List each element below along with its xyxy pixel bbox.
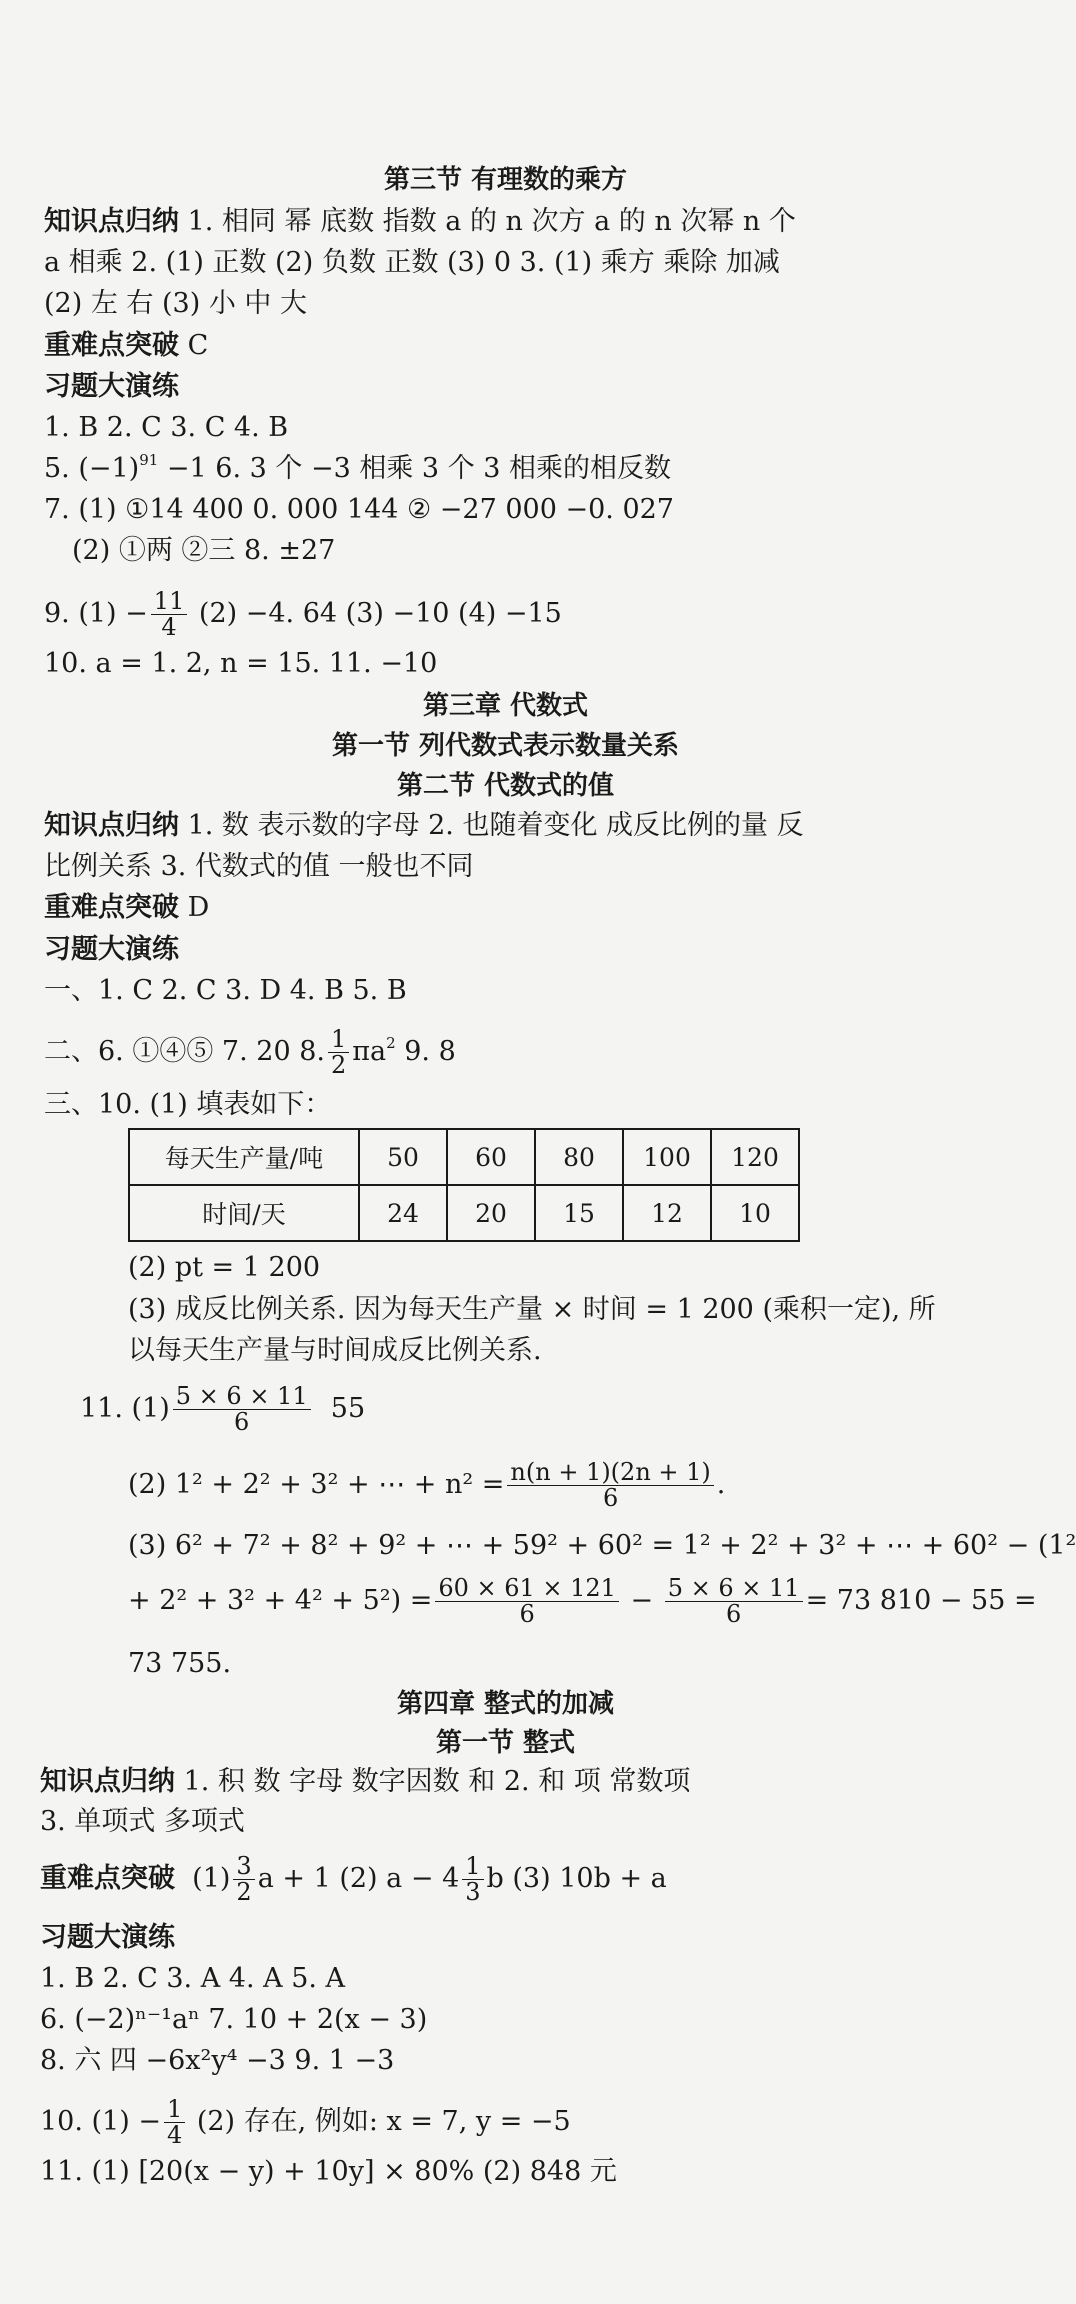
answer-10-3a: (3) 成反比例关系. 因为每天生产量 × 时间 = 1 200 (乘积一定), 所 bbox=[128, 1294, 936, 1325]
knowledge-line-1 bbox=[44, 808, 804, 844]
answer-5-base: 5. (−1) bbox=[44, 453, 140, 484]
table-cell: 20 bbox=[447, 1185, 535, 1241]
practice-answers-9 bbox=[44, 584, 562, 644]
practice-label: 习题大演练 bbox=[40, 1922, 175, 1953]
practice-answers-10: 三、10. (1) 填表如下： bbox=[44, 1089, 332, 1120]
section-title: 第三节 有理数的乘方 bbox=[383, 165, 628, 195]
knowledge-line-2: 3. 单项式 多项式 bbox=[40, 1806, 245, 1837]
table-cell: 24 bbox=[359, 1185, 447, 1241]
section-title: 第一节 整式 bbox=[435, 1728, 576, 1758]
fraction: $\frac{3}{2}$ bbox=[233, 1854, 254, 1905]
practice-answers-8: 8. 六 四 −6x²y⁴ −3 9. 1 −3 bbox=[40, 2045, 395, 2076]
practice-answers-7-2: (2) ①两 ②三 8. ±27 bbox=[72, 535, 336, 566]
answer-11-value: 55 bbox=[330, 1393, 366, 1424]
knowledge-label: 知识点归纳 bbox=[44, 206, 179, 237]
table-cell: 15 bbox=[535, 1185, 623, 1241]
answer-9: 9. 8 bbox=[395, 1036, 456, 1067]
practice-answers-5 bbox=[44, 451, 671, 487]
knowledge-line-1 bbox=[40, 1764, 690, 1800]
key-point-answer: D bbox=[187, 892, 210, 923]
table-cell: 100 bbox=[623, 1129, 711, 1185]
practice-answers-6: 6. (−2)ⁿ⁻¹aⁿ 7. 10 + 2(x − 3) bbox=[40, 2004, 428, 2035]
practice-answers-1: 1. B 2. C 3. A 4. A 5. A bbox=[40, 1963, 346, 1994]
chapter-title: 第三章 代数式 bbox=[422, 691, 589, 721]
key-point-line bbox=[44, 328, 208, 364]
data-table bbox=[128, 1128, 800, 1242]
practice-answers-1: 一、1. C 2. C 3. D 4. B 5. B bbox=[44, 975, 407, 1006]
fraction: $\frac{n(n + 1)(2n + 1)}{6}$ bbox=[507, 1460, 713, 1511]
answer-5-rest: −1 6. 3 个 −3 相乘 3 个 3 相乘的相反数 bbox=[158, 453, 672, 484]
answer-6-prefix: 二、6. ①④⑤ 7. 20 8. bbox=[44, 1036, 325, 1067]
section-title: 第一节 列代数式表示数量关系 bbox=[331, 731, 680, 761]
answer-8-term: πa bbox=[352, 1036, 387, 1067]
knowledge-line-2: 比例关系 3. 代数式的值 一般也不同 bbox=[44, 851, 474, 882]
knowledge-text: 1. 数 表示数的字母 2. 也随着变化 成反比例的量 反 bbox=[187, 810, 804, 841]
table-header-cell: 时间/天 bbox=[129, 1185, 359, 1241]
practice-answers-11: 11. (1) [20(x − y) + 10y] × 80% (2) 848 元 bbox=[40, 2156, 617, 2187]
fraction: $\frac{5 \times 6 \times 11}{6}$ bbox=[173, 1384, 311, 1435]
formula-lhs: + 2² + 3² + 4² + 5²) = bbox=[128, 1585, 433, 1616]
practice-label: 习题大演练 bbox=[44, 371, 179, 402]
fraction: $\frac{5 \times 6 \times 11}{6}$ bbox=[665, 1576, 803, 1627]
table-cell: 120 bbox=[711, 1129, 799, 1185]
formula-rhs: = 73 810 − 55 = bbox=[805, 1585, 1037, 1616]
fraction: $\frac{60 \times 61 \times 121}{6}$ bbox=[435, 1576, 619, 1627]
key-point-label: 重难点突破 bbox=[40, 1863, 175, 1894]
answer-11-3a: (3) 6² + 7² + 8² + 9² + ⋯ + 59² + 60² = 1² + 2² + 3² + ⋯ + 60² − (1² bbox=[128, 1530, 1076, 1561]
key-point-line: 重难点突破 (1) $\frac{3}{2}$ a + 1 (2) a − 4 $\frac{1}{3}$ b (3) 10b + a bbox=[40, 1851, 667, 1906]
table-cell: 50 bbox=[359, 1129, 447, 1185]
answer-11-1 bbox=[80, 1376, 365, 1442]
answer-11-3b: + 2² + 3² + 4² + 5²) = $\frac{60 \times 61 \times 121}{6}$ − $\frac{5 \times 6 \times 11}{6}$ = 73 810 − 55 = bbox=[128, 1573, 1037, 1628]
answer-10-3b: 以每天生产量与时间成反比例关系. bbox=[128, 1335, 542, 1366]
exponent: 2 bbox=[386, 1034, 396, 1052]
knowledge-label: 知识点归纳 bbox=[40, 1766, 175, 1797]
fraction: $\frac{11}{4}$ bbox=[151, 589, 188, 640]
answer-11-3c: 73 755. bbox=[128, 1648, 232, 1679]
key-point-line bbox=[44, 890, 209, 926]
answer-11-2: (2) 1² + 2² + 3² + ⋯ + n² = $\frac{n(n + 1)(2n + 1)}{6}$ . bbox=[128, 1457, 726, 1512]
practice-answers-7: 7. (1) ①14 400 0. 000 144 ② −27 000 −0. 027 bbox=[44, 494, 674, 525]
knowledge-line-3: (2) 左 右 (3) 小 中 大 bbox=[44, 288, 307, 319]
knowledge-text: 1. 相同 幂 底数 指数 a 的 n 次方 a 的 n 次幂 n 个 bbox=[187, 206, 796, 237]
practice-answers-10: 10. (1) − $\frac{1}{4}$ (2) 存在, 例如: x = 7, y = −5 bbox=[40, 2094, 571, 2149]
table-cell: 10 bbox=[711, 1185, 799, 1241]
table-header-cell: 每天生产量/吨 bbox=[129, 1129, 359, 1185]
answer-10-2: (2) pt = 1 200 bbox=[128, 1252, 321, 1283]
key-point-label: 重难点突破 bbox=[44, 892, 179, 923]
table-cell: 60 bbox=[447, 1129, 535, 1185]
key-point-answer: C bbox=[187, 330, 209, 361]
answer-11-label: 11. (1) bbox=[80, 1393, 170, 1424]
answer-9-prefix: 9. (1) − bbox=[44, 598, 148, 629]
knowledge-text: 1. 积 数 字母 数字因数 和 2. 和 项 常数项 bbox=[183, 1766, 691, 1797]
practice-answers-10: 10. a = 1. 2, n = 15. 11. −10 bbox=[44, 648, 438, 679]
fraction: $\frac{1}{4}$ bbox=[164, 2097, 185, 2148]
section-title: 第二节 代数式的值 bbox=[396, 771, 615, 801]
key-point-label: 重难点突破 bbox=[44, 330, 179, 361]
knowledge-line-1 bbox=[44, 204, 796, 240]
knowledge-label: 知识点归纳 bbox=[44, 810, 179, 841]
practice-answers-6 bbox=[44, 1022, 456, 1082]
table-row bbox=[129, 1185, 799, 1241]
answer-5-exponent: 91 bbox=[139, 451, 159, 469]
answer-9-rest: (2) −4. 64 (3) −10 (4) −15 bbox=[190, 598, 562, 629]
table-row bbox=[129, 1129, 799, 1185]
formula-lhs: (2) 1² + 2² + 3² + ⋯ + n² = bbox=[128, 1469, 505, 1500]
chapter-title: 第四章 整式的加减 bbox=[396, 1689, 615, 1719]
table-cell: 12 bbox=[623, 1185, 711, 1241]
practice-answers-1: 1. B 2. C 3. C 4. B bbox=[44, 412, 289, 443]
fraction: $\frac{1}{3}$ bbox=[462, 1854, 483, 1905]
table-cell: 80 bbox=[535, 1129, 623, 1185]
fraction: $\frac{1}{2}$ bbox=[328, 1027, 349, 1078]
practice-label: 习题大演练 bbox=[44, 934, 179, 965]
knowledge-line-2: a 相乘 2. (1) 正数 (2) 负数 正数 (3) 0 3. (1) 乘方 乘除 加减 bbox=[44, 247, 780, 278]
